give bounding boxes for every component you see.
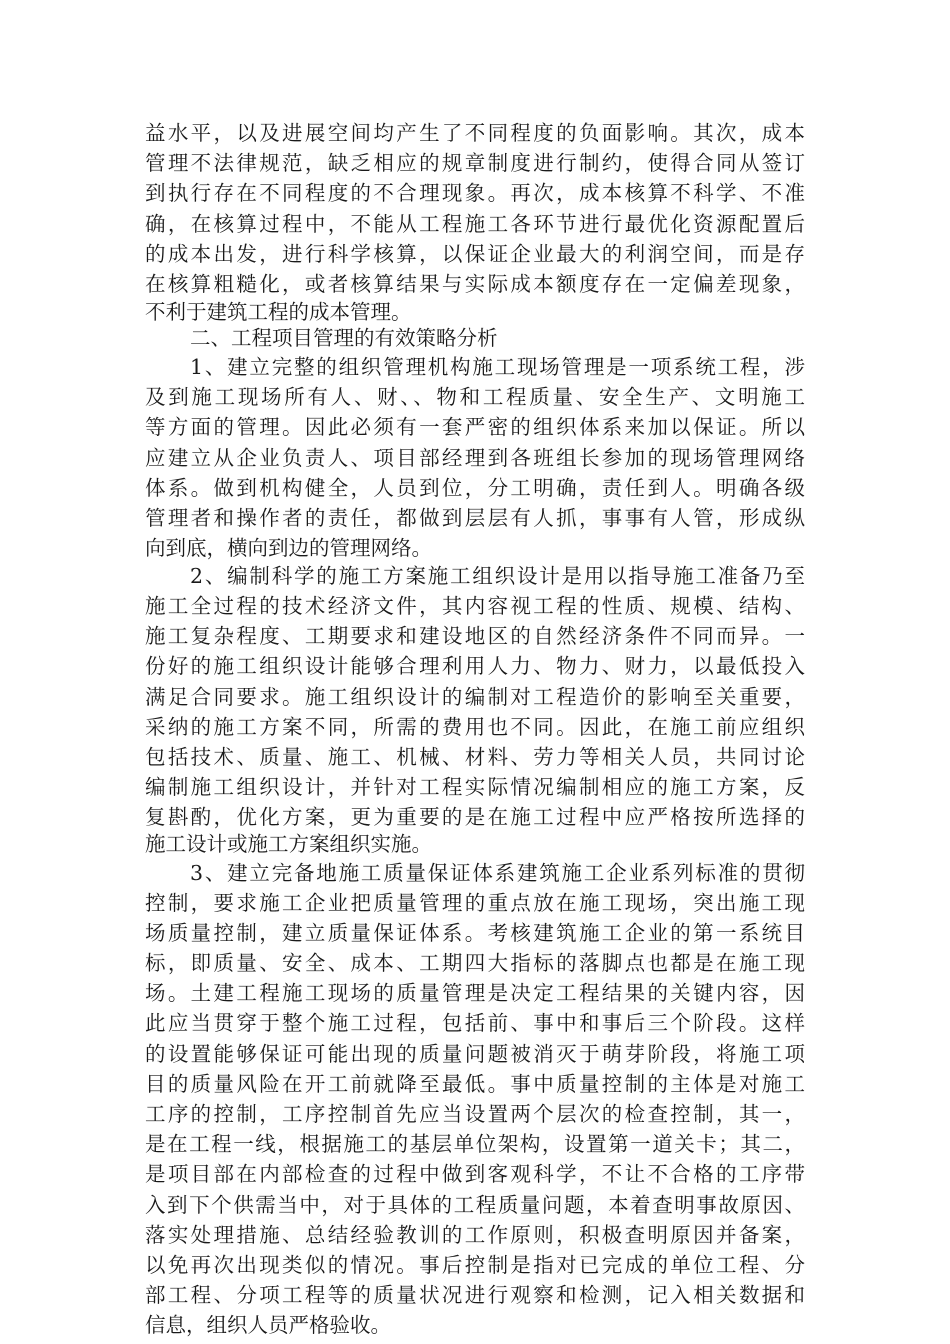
text-line: 2、编制科学的施工方案施工组织设计是用以指导施工准备乃至 [190,564,805,588]
text-line: 管理不法律规范，缺乏相应的规章制度进行制约，使得合同从签订 [145,151,805,175]
text-line: 不利于建筑工程的成本管理。 [145,300,412,324]
text-line: 此应当贯穿于整个施工过程，包括前、事中和事后三个阶段。这样 [145,1011,805,1035]
text-line: 采纳的施工方案不同，所需的费用也不同。因此，在施工前应组织 [145,715,805,739]
text-line: 向到底，横向到边的管理网络。 [145,536,432,560]
text-line: 的成本出发，进行科学核算，以保证企业最大的利润空间，而是存 [145,242,805,266]
text-line: 场质量控制，建立质量保证体系。考核建筑施工企业的第一系统目 [145,921,805,945]
text-line: 是项目部在内部检查的过程中做到客观科学，不让不合格的工序带 [145,1162,805,1186]
text-line: 管理者和操作者的责任，都做到层层有人抓，事事有人管，形成纵 [145,506,805,530]
text-line: 等方面的管理。因此必须有一套严密的组织体系来加以保证。所以 [145,415,805,439]
text-line: 份好的施工组织设计能够合理利用人力、物力、财力，以最低投入 [145,654,805,678]
text-line: 场。土建工程施工现场的质量管理是决定工程结果的关键内容，因 [145,981,805,1005]
text-line: 标，即质量、安全、成本、工期四大指标的落脚点也都是在施工现 [145,951,805,975]
text-line: 落实处理措施、总结经验教训的工作原则，积极查明原因并备案， [145,1223,805,1247]
text-line: 益水平，以及进展空间均产生了不同程度的负面影响。其次，成本 [145,121,805,145]
text-line: 到执行存在不同程度的不合理现象。再次，成本核算不科学、不准 [145,181,805,205]
text-line: 控制，要求施工企业把质量管理的重点放在施工现场，突出施工现 [145,891,805,915]
text-line: 3、建立完备地施工质量保证体系建筑施工企业系列标准的贯彻 [190,861,805,885]
text-line: 满足合同要求。施工组织设计的编制对工程造价的影响至关重要， [145,685,805,709]
text-line: 及到施工现场所有人、财、、物和工程质量、安全生产、文明施工 [145,385,805,409]
text-line: 体系。做到机构健全，人员到位，分工明确，责任到人。明确各级 [145,476,805,500]
text-line: 部工程、分项工程等的质量状况进行观察和检测，记入相关数据和 [145,1283,805,1307]
text-line: 入到下个供需当中，对于具体的工程质量问题，本着查明事故原因、 [145,1193,805,1217]
section-heading: 二、工程项目管理的有效策略分析 [190,326,498,350]
text-line: 在核算粗糙化，或者核算结果与实际成本额度存在一定偏差现象， [145,272,805,296]
text-line: 复斟酌，优化方案，更为重要的是在施工过程中应严格按所选择的 [145,805,805,829]
text-line: 施工复杂程度、工期要求和建设地区的自然经济条件不同而异。一 [145,624,805,648]
text-line: 工序的控制，工序控制首先应当设置两个层次的检查控制，其一， [145,1102,805,1126]
text-line: 信息，组织人员严格验收。 [145,1313,391,1337]
text-line: 1、建立完整的组织管理机构施工现场管理是一项系统工程，涉 [190,355,805,379]
text-line: 的设置能够保证可能出现的质量问题被消灭于萌芽阶段，将施工项 [145,1042,805,1066]
text-line: 确，在核算过程中，不能从工程施工各环节进行最优化资源配置后 [145,212,805,236]
text-line: 施工设计或施工方案组织实施。 [145,832,432,856]
text-line: 包括技术、质量、施工、机械、材料、劳力等相关人员，共同讨论 [145,745,805,769]
text-line: 编制施工组织设计，并针对工程实际情况编制相应的施工方案，反 [145,775,805,799]
text-line: 是在工程一线，根据施工的基层单位架构，设置第一道关卡；其二， [145,1132,805,1156]
text-line: 目的质量风险在开工前就降至最低。事中质量控制的主体是对施工 [145,1072,805,1096]
text-line: 以免再次出现类似的情况。事后控制是指对已完成的单位工程、分 [145,1253,805,1277]
text-line: 应建立从企业负责人、项目部经理到各班组长参加的现场管理网络 [145,446,805,470]
text-line: 施工全过程的技术经济文件，其内容视工程的性质、规模、结构、 [145,594,805,618]
